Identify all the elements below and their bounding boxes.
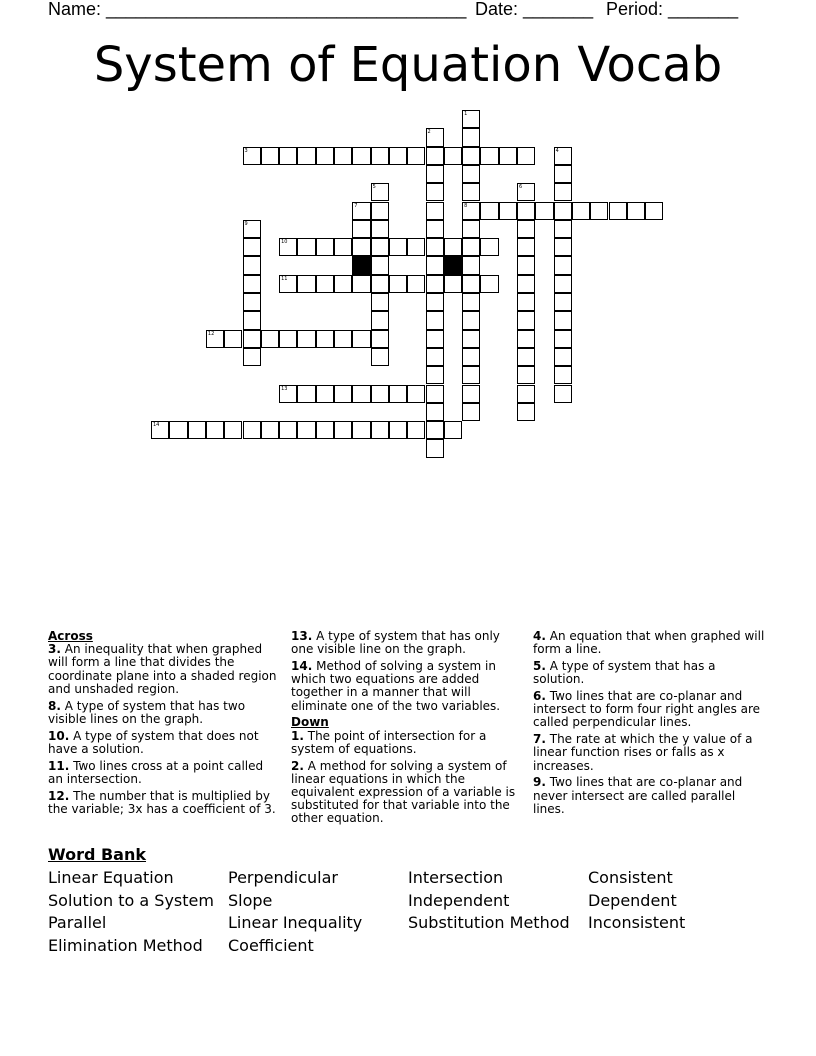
grid-cell[interactable]: [499, 147, 517, 165]
word-bank-item: Independent: [408, 890, 510, 910]
grid-cell[interactable]: [609, 202, 627, 220]
clue-down-9: 9. Two lines that are co-planar and never intersect are called parallel lines.: [533, 775, 743, 816]
grid-cell[interactable]: [224, 421, 242, 439]
grid-cell[interactable]: [334, 385, 352, 403]
grid-cell[interactable]: [243, 147, 261, 165]
clue-number: 12: [207, 330, 215, 337]
grid-cell[interactable]: [426, 202, 444, 220]
word-bank-item: Intersection: [408, 868, 504, 887]
grid-cell[interactable]: [389, 421, 407, 439]
grid-cell[interactable]: [426, 147, 444, 165]
clue-number: 3: [244, 147, 248, 154]
grid-cell[interactable]: [554, 385, 572, 403]
grid-cell[interactable]: [517, 202, 535, 220]
grid-cell[interactable]: [627, 202, 645, 220]
grid-cell[interactable]: [334, 147, 352, 165]
date-field: Date: _______: [475, 0, 594, 19]
grid-cell[interactable]: [243, 256, 261, 274]
grid-cell[interactable]: [554, 183, 572, 201]
grid-cell[interactable]: [371, 348, 389, 366]
grid-cell[interactable]: [352, 275, 370, 293]
grid-cell[interactable]: [517, 147, 535, 165]
clue-number: 1: [464, 111, 468, 117]
word-bank-item: Slope: [228, 890, 273, 910]
grid-cell[interactable]: [243, 330, 261, 348]
grid-cell[interactable]: [480, 202, 498, 220]
grid-cell[interactable]: [352, 220, 370, 238]
grid-cell[interactable]: [554, 238, 572, 256]
grid-cell[interactable]: [462, 147, 480, 165]
clue-down-6: 6. Two lines that are co-planar and intersect to form four right angles are called perpendicular lines.: [533, 689, 761, 730]
grid-cell[interactable]: [243, 220, 261, 238]
word-bank-item: Inconsistent: [588, 913, 686, 933]
grid-cell[interactable]: [462, 165, 480, 183]
grid-cell[interactable]: [517, 403, 535, 421]
grid-cell[interactable]: [590, 202, 608, 220]
grid-cell[interactable]: [426, 330, 444, 348]
grid-cell[interactable]: [462, 256, 480, 274]
clue-across-14: 14. Method of solving a system in which two equations are added together in a manner that will eliminate one of the two variables.: [291, 659, 501, 713]
grid-cell[interactable]: [352, 202, 370, 220]
grid-cell[interactable]: [426, 348, 444, 366]
grid-cell[interactable]: [389, 385, 407, 403]
grid-cell[interactable]: [554, 256, 572, 274]
page-title: System of Equation Vocab: [93, 37, 723, 93]
grid-cell[interactable]: [352, 330, 370, 348]
word-bank-item: Consistent: [588, 868, 673, 887]
clue-down-5: 5. A type of system that has a solution.: [533, 659, 716, 687]
grid-cell[interactable]: [188, 421, 206, 439]
grid-cell[interactable]: [352, 147, 370, 165]
period-field: Period: _______: [606, 0, 739, 19]
grid-cell[interactable]: [316, 275, 334, 293]
grid-cell[interactable]: [554, 165, 572, 183]
grid-cell[interactable]: [297, 147, 315, 165]
grid-cell[interactable]: [426, 293, 444, 311]
word-bank-item: Linear Inequality: [228, 913, 363, 933]
clue-number: 8: [464, 202, 468, 209]
grid-cell[interactable]: [169, 421, 187, 439]
grid-cell[interactable]: [279, 238, 297, 256]
grid-cell[interactable]: [554, 330, 572, 348]
grid-cell[interactable]: [426, 128, 444, 146]
clue-number: 6: [519, 184, 523, 191]
word-bank-column-2: [228, 867, 362, 957]
grid-cell[interactable]: [261, 330, 279, 348]
grid-cell[interactable]: [334, 421, 352, 439]
grid-cell[interactable]: [371, 183, 389, 201]
grid-cell[interactable]: [462, 275, 480, 293]
grid-cell[interactable]: [462, 311, 480, 329]
grid-cell[interactable]: [426, 275, 444, 293]
grid-cell[interactable]: [426, 421, 444, 439]
grid-cell[interactable]: [297, 275, 315, 293]
clue-number: 14: [153, 422, 160, 429]
clues-column-3: [533, 630, 768, 820]
grid-cell[interactable]: [462, 293, 480, 311]
grid-cell[interactable]: [554, 311, 572, 329]
grid-cell[interactable]: [444, 421, 462, 439]
grid-cell[interactable]: [462, 385, 480, 403]
word-bank-item: Coefficient: [228, 935, 314, 955]
clue-down-1: 1. The point of intersection for a system of equations.: [291, 728, 487, 756]
grid-cell[interactable]: [297, 421, 315, 439]
grid-cell[interactable]: [243, 311, 261, 329]
grid-cell[interactable]: [462, 403, 480, 421]
word-bank-item: Solution to a System: [48, 890, 214, 910]
grid-cell[interactable]: [554, 366, 572, 384]
grid-cell[interactable]: [517, 293, 535, 311]
grid-cell[interactable]: [243, 293, 261, 311]
grid-cell[interactable]: [444, 238, 462, 256]
word-bank-item: Substitution Method: [408, 913, 570, 933]
grid-cell[interactable]: [517, 366, 535, 384]
grid-cell[interactable]: [444, 275, 462, 293]
grid-cell[interactable]: [279, 147, 297, 165]
word-bank-column-3: [408, 867, 570, 935]
grid-cell[interactable]: [462, 366, 480, 384]
grid-cell[interactable]: [426, 311, 444, 329]
grid-cell[interactable]: [517, 348, 535, 366]
clue-number: 9: [244, 220, 248, 227]
grid-cell[interactable]: [371, 293, 389, 311]
grid-cell[interactable]: [462, 128, 480, 146]
grid-cell[interactable]: [554, 220, 572, 238]
grid-cell[interactable]: [480, 275, 498, 293]
grid-cell[interactable]: [499, 202, 517, 220]
black-cell: [444, 256, 462, 274]
grid-cell[interactable]: [462, 110, 480, 128]
grid-cell[interactable]: [352, 421, 370, 439]
clues-column-2: [291, 630, 519, 829]
grid-cell[interactable]: [517, 330, 535, 348]
grid-cell[interactable]: [517, 256, 535, 274]
grid-cell[interactable]: [352, 385, 370, 403]
grid-cell[interactable]: [426, 439, 444, 457]
grid-cell[interactable]: [462, 330, 480, 348]
grid-cell[interactable]: [371, 421, 389, 439]
grid-cell[interactable]: [480, 147, 498, 165]
grid-cell[interactable]: [517, 275, 535, 293]
clue-number: 7: [354, 202, 358, 209]
grid-cell[interactable]: [371, 330, 389, 348]
across-heading: Across: [48, 629, 93, 643]
name-field: Name: ____________________________________: [48, 0, 467, 19]
grid-cell[interactable]: [279, 275, 297, 293]
word-bank-item: Linear Equation: [48, 868, 174, 887]
grid-cell[interactable]: [206, 421, 224, 439]
clue-number: 13: [281, 385, 288, 392]
clue-across-10: 10. A type of system that does not have a solution.: [48, 728, 259, 756]
grid-cell[interactable]: [517, 183, 535, 201]
grid-cell[interactable]: [426, 385, 444, 403]
grid-cell[interactable]: [480, 238, 498, 256]
grid-cell[interactable]: [316, 385, 334, 403]
grid-cell[interactable]: [407, 147, 425, 165]
grid-cell[interactable]: [316, 147, 334, 165]
grid-cell[interactable]: [371, 311, 389, 329]
grid-cell[interactable]: [554, 348, 572, 366]
clue-across-12: 12. The number that is multiplied by the variable; 3x has a coefficient of 3.: [48, 788, 276, 816]
grid-cell[interactable]: [462, 202, 480, 220]
clue-number: 5: [372, 184, 376, 191]
grid-cell[interactable]: [243, 421, 261, 439]
down-heading: Down: [291, 715, 329, 730]
grid-cell[interactable]: [371, 202, 389, 220]
grid-cell[interactable]: [334, 330, 352, 348]
grid-cell[interactable]: [371, 256, 389, 274]
grid-cell[interactable]: [426, 238, 444, 256]
word-bank-title: Word Bank: [48, 845, 147, 864]
grid-cell[interactable]: [243, 348, 261, 366]
grid-cell[interactable]: [224, 330, 242, 348]
black-cell: [352, 256, 370, 274]
grid-cell[interactable]: [371, 220, 389, 238]
grid-cell[interactable]: [389, 275, 407, 293]
grid-cell[interactable]: [554, 147, 572, 165]
grid-cell[interactable]: [352, 238, 370, 256]
grid-cell[interactable]: [426, 403, 444, 421]
grid-cell[interactable]: [334, 238, 352, 256]
grid-cell[interactable]: [517, 385, 535, 403]
grid-cell[interactable]: [334, 275, 352, 293]
clue-number: 11: [281, 275, 288, 282]
grid-cell[interactable]: [151, 421, 169, 439]
word-bank-column-4: [588, 867, 685, 935]
grid-cell[interactable]: [572, 202, 590, 220]
grid-cell[interactable]: [279, 385, 297, 403]
grid-cell[interactable]: [316, 421, 334, 439]
grid-cell[interactable]: [517, 220, 535, 238]
grid-cell[interactable]: [279, 421, 297, 439]
grid-cell[interactable]: [444, 147, 462, 165]
clue-down-2: 2. A method for solving a system of linear equations in which the equivalent expression of a variable is substituted for that variable into the other equation.: [291, 758, 516, 826]
grid-cell[interactable]: [554, 202, 572, 220]
grid-cell[interactable]: [261, 421, 279, 439]
grid-cell[interactable]: [316, 238, 334, 256]
grid-cell[interactable]: [261, 147, 279, 165]
grid-cell[interactable]: [297, 330, 315, 348]
grid-cell[interactable]: [535, 202, 553, 220]
grid-cell[interactable]: [371, 238, 389, 256]
grid-cell[interactable]: [645, 202, 663, 220]
clue-across-8: 8. A type of system that has two visible lines on the graph.: [48, 698, 246, 726]
clue-number: 10: [281, 239, 288, 246]
grid-cell[interactable]: [462, 238, 480, 256]
clue-down-4: 4. An equation that when graphed will form a line.: [533, 629, 765, 657]
grid-cell[interactable]: [462, 348, 480, 366]
grid-cell[interactable]: [316, 330, 334, 348]
grid-cell[interactable]: [279, 330, 297, 348]
word-bank-column-1: [48, 867, 214, 957]
grid-cell[interactable]: [554, 293, 572, 311]
grid-cell[interactable]: [426, 366, 444, 384]
grid-cell[interactable]: [371, 147, 389, 165]
grid-cell[interactable]: [462, 183, 480, 201]
clue-across-13: 13. A type of system that has only one visible line on the graph.: [291, 629, 500, 657]
grid-cell[interactable]: [517, 238, 535, 256]
grid-cell[interactable]: [517, 311, 535, 329]
grid-cell[interactable]: [206, 330, 224, 348]
grid-cell[interactable]: [389, 147, 407, 165]
grid-cell[interactable]: [407, 238, 425, 256]
grid-cell[interactable]: [407, 421, 425, 439]
grid-cell[interactable]: [243, 275, 261, 293]
grid-cell[interactable]: [297, 385, 315, 403]
grid-cell[interactable]: [371, 385, 389, 403]
grid-cell[interactable]: [389, 238, 407, 256]
clue-down-7: 7. The rate at which the y value of a linear function rises or falls as x increases.: [533, 732, 753, 773]
grid-cell[interactable]: [426, 183, 444, 201]
grid-cell[interactable]: [407, 385, 425, 403]
grid-cell[interactable]: [297, 238, 315, 256]
clue-number: 4: [555, 147, 559, 154]
clue-number: 2: [427, 129, 431, 136]
word-bank-item: Elimination Method: [48, 935, 203, 955]
grid-cell[interactable]: [426, 220, 444, 238]
clues-column-1: [48, 630, 280, 820]
grid-cell[interactable]: [554, 275, 572, 293]
word-bank-item: Parallel: [48, 913, 107, 933]
grid-cell[interactable]: [371, 275, 389, 293]
grid-cell[interactable]: [462, 220, 480, 238]
grid-cell[interactable]: [426, 165, 444, 183]
clue-across-3: 3. An inequality that when graphed will form a line that divides the coordinate plane into a shaded region and unshaded region.: [48, 642, 277, 696]
grid-cell[interactable]: [243, 238, 261, 256]
grid-cell[interactable]: [407, 275, 425, 293]
word-bank-item: Perpendicular: [228, 868, 339, 887]
word-bank-item: Dependent: [588, 890, 677, 910]
clue-across-11: 11. Two lines cross at a point called an intersection.: [48, 758, 264, 786]
grid-cell[interactable]: [426, 256, 444, 274]
